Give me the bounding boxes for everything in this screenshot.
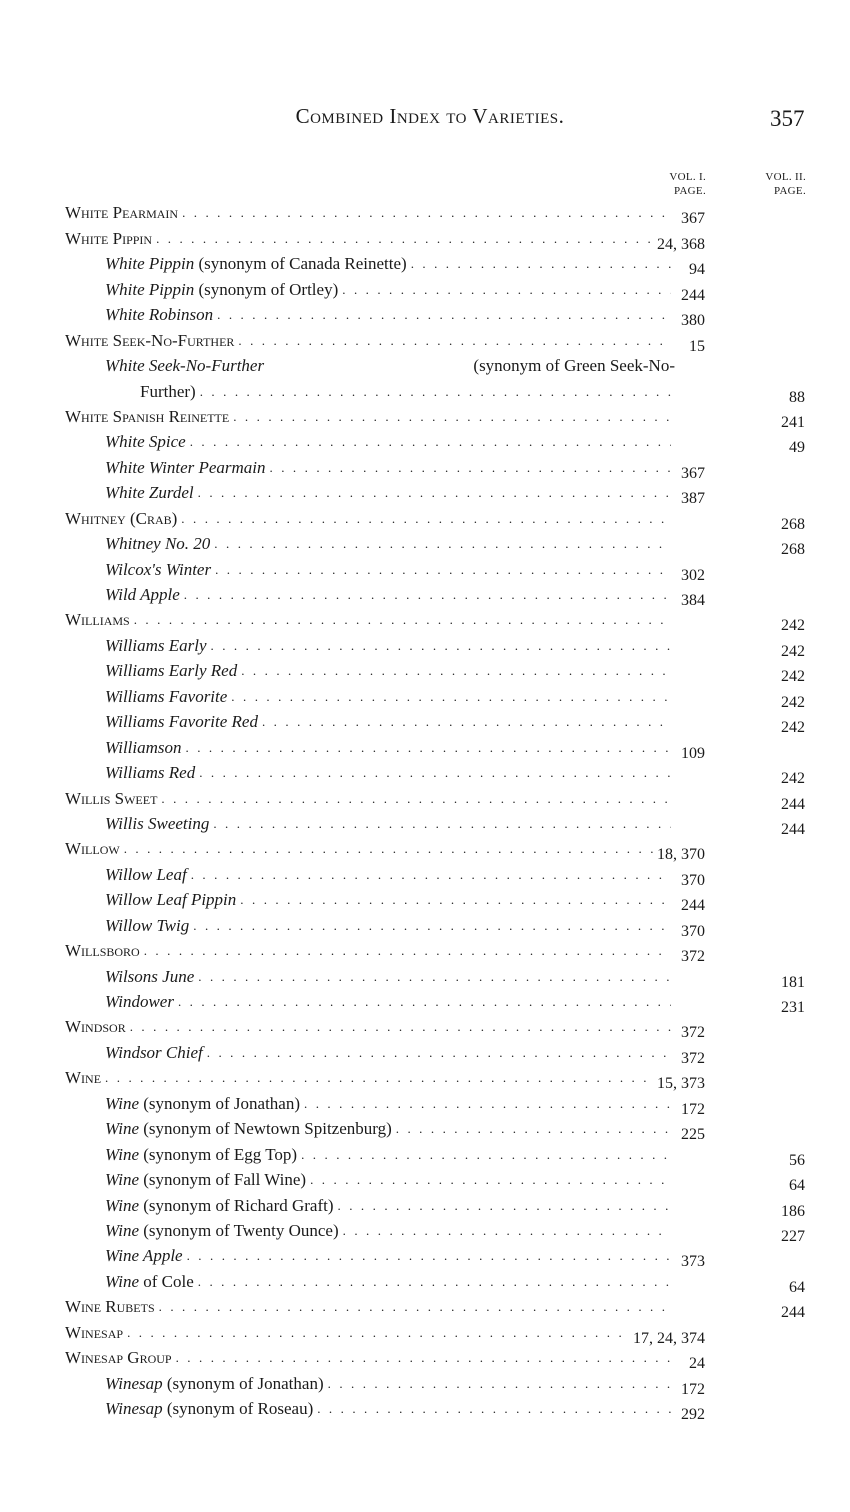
vol1-page: 302 <box>681 566 705 584</box>
entry-note: (synonym of Canada Reinette) <box>194 254 407 274</box>
index-entry <box>65 783 810 813</box>
dot-leader <box>411 254 671 274</box>
index-subentry <box>65 1165 810 1195</box>
dot-leader <box>342 280 671 300</box>
entry-note: (synonym of Jonathan) <box>162 1373 324 1393</box>
entry-label <box>140 382 196 402</box>
vol2-page: 242 <box>781 642 805 660</box>
vol2-page: 64 <box>789 1278 805 1296</box>
dot-leader <box>231 687 671 707</box>
entry-name: Wild Apple <box>105 585 180 604</box>
entry-note: (Crab) <box>125 508 178 528</box>
vol1-page: 24, 368 <box>657 235 705 253</box>
entry-label <box>65 1017 126 1037</box>
entry-name: Williams Favorite <box>105 686 228 706</box>
index-subentry <box>65 1216 810 1245</box>
entry-name: Wilcox's Winter <box>105 559 212 579</box>
entry-name: Williams Red <box>105 763 196 783</box>
entry-label <box>105 432 186 452</box>
vol2-page-label: PAGE. <box>774 185 806 197</box>
vol2-label: VOL. II. <box>765 171 806 183</box>
entry-label <box>65 203 178 223</box>
index-subentry <box>65 1037 810 1067</box>
dot-leader <box>124 839 653 859</box>
entry-label <box>105 534 210 554</box>
entry-note: of Cole <box>139 1271 194 1291</box>
vol1-page: 24 <box>689 1355 705 1373</box>
dot-leader <box>130 1017 671 1037</box>
dot-leader <box>105 1068 653 1088</box>
entry-label <box>105 712 258 732</box>
entry-name: Windsor <box>65 1017 126 1037</box>
entry-name: Wine <box>105 1093 139 1113</box>
entry-label <box>65 839 120 859</box>
entry-note: (synonym of Egg Top) <box>139 1144 298 1164</box>
entry-label <box>105 992 174 1012</box>
entry-name: Wine <box>105 1119 139 1139</box>
dot-leader <box>181 509 671 529</box>
entry-name: Willow <box>65 839 120 859</box>
index-subentry <box>65 630 810 660</box>
vol1-page: 225 <box>681 1126 705 1144</box>
entry-label <box>105 1374 324 1394</box>
entry-label <box>105 687 227 707</box>
index-subentry <box>65 351 810 376</box>
vol1-page: 372 <box>681 1024 705 1042</box>
index-subentry <box>65 529 810 559</box>
index-subentry <box>65 758 810 788</box>
index-entry <box>65 834 810 864</box>
entry-label <box>65 1323 123 1343</box>
vol2-page: 242 <box>781 668 805 686</box>
vol1-page: 15, 373 <box>657 1075 705 1093</box>
entry-name: Wine <box>105 1195 139 1215</box>
entry-name: White Zurdel <box>105 483 194 503</box>
entry-label <box>65 941 140 961</box>
entry-label <box>105 1043 203 1063</box>
entry-name: White Seek-No-Further <box>105 356 265 376</box>
entry-label <box>105 661 237 681</box>
index-subentry <box>65 910 810 940</box>
entry-name: Williamson <box>105 737 182 757</box>
entry-name: Willow Leaf Pippin <box>105 890 237 910</box>
entry-label <box>105 356 675 376</box>
entry-name: Further) <box>140 381 196 401</box>
index-entries <box>65 198 810 1423</box>
entry-name: Williams Early <box>105 635 207 655</box>
entry-label <box>105 1119 392 1139</box>
entry-name: Winesap <box>65 1322 124 1342</box>
index-entry <box>65 1343 810 1373</box>
vol1-page: 172 <box>681 1380 705 1398</box>
entry-name: Wine <box>105 1170 139 1190</box>
entry-label <box>105 305 213 325</box>
dot-leader <box>182 203 671 223</box>
entry-label <box>105 458 266 478</box>
dot-leader <box>217 305 671 325</box>
entry-name: White Pippin <box>65 228 153 248</box>
entry-label <box>105 1246 183 1266</box>
vol2-page: 268 <box>781 515 805 533</box>
vol1-page: 370 <box>681 922 705 940</box>
vol2-page: 242 <box>781 770 805 788</box>
vol1-page: 17, 24, 374 <box>633 1329 705 1347</box>
vol2-page: 64 <box>789 1177 805 1195</box>
entry-name: Windower <box>105 992 174 1011</box>
dot-leader <box>191 865 671 885</box>
vol2-page: 244 <box>781 1304 805 1322</box>
dot-leader <box>127 1323 629 1343</box>
vol2-page: 268 <box>781 541 805 559</box>
entry-note: (synonym of Green Seek-No- <box>473 356 675 376</box>
entry-label <box>105 1170 306 1190</box>
entry-name: White Seek-No-Further <box>65 330 235 350</box>
vol2-page: 244 <box>781 795 805 813</box>
entry-note: (synonym of Newtown Spitzenburg) <box>139 1119 392 1139</box>
index-subentry <box>65 681 810 711</box>
entry-name: Williams Early Red <box>105 661 238 681</box>
dot-leader <box>238 331 671 351</box>
entry-name: White Robinson <box>105 305 214 325</box>
dot-leader <box>199 763 671 783</box>
index-subentry <box>65 1266 810 1296</box>
index-subentry <box>65 961 810 991</box>
index-subentry <box>65 987 810 1016</box>
entry-note: (synonym of Jonathan) <box>139 1093 301 1113</box>
entry-label <box>105 585 180 605</box>
index-entry <box>65 402 810 431</box>
entry-name: White Pippin <box>105 279 195 299</box>
dot-leader <box>186 738 671 758</box>
index-subentry <box>65 732 810 762</box>
entry-name: Whitney No. 20 <box>105 534 211 554</box>
entry-label <box>105 1145 297 1165</box>
entry-label <box>105 890 236 910</box>
index-subentry <box>65 809 810 838</box>
dot-leader <box>304 1094 671 1114</box>
vol2-page: 242 <box>781 693 805 711</box>
entry-label <box>65 407 229 427</box>
dot-leader <box>134 610 671 630</box>
entry-note: (synonym of Ortley) <box>194 279 339 299</box>
dot-leader <box>198 967 671 987</box>
vol2-page: 231 <box>781 999 805 1016</box>
dot-leader <box>207 1043 671 1063</box>
dot-leader <box>396 1119 671 1139</box>
index-subentry <box>65 580 810 609</box>
dot-leader <box>159 1297 671 1317</box>
entry-name: Willis Sweet <box>65 788 158 808</box>
vol1-page: 387 <box>681 490 705 508</box>
entry-name: Willsboro <box>65 941 140 961</box>
dot-leader <box>184 585 671 605</box>
entry-note: (synonym of Richard Graft) <box>139 1195 334 1215</box>
index-entry <box>65 1012 810 1042</box>
vol1-page: 384 <box>681 592 705 609</box>
entry-label <box>105 967 194 987</box>
index-subentry <box>65 554 810 584</box>
entry-label <box>105 636 207 656</box>
entry-name: Willow Twig <box>105 915 190 935</box>
entry-name: White Spanish Reinette <box>65 406 230 426</box>
index-subentry <box>65 1088 810 1118</box>
entry-note: (synonym of Fall Wine) <box>139 1170 307 1190</box>
entry-label <box>65 1297 155 1317</box>
dot-leader <box>211 636 671 656</box>
entry-label <box>105 1094 300 1114</box>
index-entry <box>65 1292 810 1322</box>
index-subentry <box>65 1114 810 1144</box>
vol1-label: VOL. I. <box>669 171 706 183</box>
vol1-page: 367 <box>681 464 705 482</box>
index-subentry <box>65 707 810 737</box>
vol1-page: 292 <box>681 1406 705 1423</box>
index-entry <box>65 223 810 253</box>
vol1-page: 109 <box>681 744 705 762</box>
dot-leader <box>301 1145 671 1165</box>
vol1-page: 372 <box>681 948 705 966</box>
dot-leader <box>317 1399 671 1419</box>
entry-label <box>105 865 187 885</box>
dot-leader <box>270 458 671 478</box>
entry-label <box>65 1068 101 1088</box>
index-entry <box>65 605 810 635</box>
index-subentry <box>65 1368 810 1398</box>
dot-leader <box>144 941 671 961</box>
dot-leader <box>200 382 671 402</box>
index-subentry <box>65 452 810 482</box>
entry-name: Wine Apple <box>105 1246 183 1266</box>
dot-leader <box>214 534 671 554</box>
dot-leader <box>193 916 671 936</box>
entry-name: Winesap <box>105 1373 163 1393</box>
vol1-page-label: PAGE. <box>674 185 706 197</box>
entry-name: Wine <box>65 1068 102 1088</box>
entry-label <box>105 560 211 580</box>
entry-name: White Pearmain <box>65 203 179 223</box>
entry-label <box>105 280 338 300</box>
vol1-page: 380 <box>681 312 705 330</box>
index-subentry <box>65 427 810 457</box>
entry-note: (synonym of Roseau) <box>162 1399 314 1418</box>
dot-leader <box>233 407 671 427</box>
entry-label <box>105 916 189 936</box>
entry-name: Wine <box>105 1144 139 1164</box>
index-subentry <box>65 1139 810 1169</box>
entry-label <box>105 1196 334 1216</box>
dot-leader <box>241 661 671 681</box>
entry-name: Willow Leaf <box>105 864 187 884</box>
vol1-page: 18, 370 <box>657 846 705 864</box>
entry-label <box>105 814 209 834</box>
entry-label <box>105 1399 313 1419</box>
entry-name: Willis Sweeting <box>105 813 210 833</box>
index-subentry <box>65 859 810 889</box>
entry-label <box>65 789 157 809</box>
entry-name: Wine <box>105 1220 139 1240</box>
vol1-page: 370 <box>681 871 705 889</box>
vol1-page: 244 <box>681 286 705 304</box>
dot-leader <box>190 432 671 452</box>
vol1-page: 373 <box>681 1253 705 1271</box>
vol1-page: 367 <box>681 210 705 228</box>
dot-leader <box>198 1272 671 1292</box>
dot-leader <box>213 814 671 834</box>
index-subentry <box>65 274 810 304</box>
vol2-page: 242 <box>781 617 805 635</box>
entry-name: White Spice <box>105 432 186 452</box>
entry-label <box>65 331 234 351</box>
index-subentry <box>65 376 810 406</box>
entry-name: White Winter Pearmain <box>105 457 266 477</box>
column-header-vol2 <box>740 170 806 198</box>
column-header-vol1 <box>640 170 706 198</box>
entry-label <box>65 610 130 630</box>
dot-leader <box>156 229 653 249</box>
dot-leader <box>176 1348 671 1368</box>
vol2-page: 181 <box>781 973 805 991</box>
dot-leader <box>310 1170 671 1190</box>
index-entry <box>65 1063 810 1093</box>
dot-leader <box>240 890 671 910</box>
dot-leader <box>328 1374 671 1394</box>
vol2-page: 242 <box>781 719 805 737</box>
page-number: 357 <box>770 106 805 131</box>
entry-note: (synonym of Twenty Ounce) <box>139 1220 339 1240</box>
entry-name: Williams Favorite Red <box>105 712 258 732</box>
vol2-page: 227 <box>781 1227 805 1245</box>
entry-label <box>65 229 152 249</box>
entry-label <box>65 509 177 529</box>
index-subentry <box>65 249 810 279</box>
running-header-title: Combined Index to Varieties. <box>295 104 565 128</box>
entry-name: Williams <box>65 610 130 630</box>
entry-name: Wine <box>105 1271 139 1291</box>
entry-name: Winesap Group <box>65 1348 172 1368</box>
vol1-page: 172 <box>681 1100 705 1118</box>
dot-leader <box>338 1196 671 1216</box>
vol1-page: 372 <box>681 1049 705 1067</box>
entry-name: Wine Rubets <box>65 1297 155 1317</box>
index-subentry <box>65 1394 810 1423</box>
dot-leader <box>178 992 671 1012</box>
index-subentry <box>65 300 810 330</box>
index-entry <box>65 325 810 355</box>
entry-name: Winesap <box>105 1399 163 1418</box>
index-entry <box>65 503 810 533</box>
entry-name: Wilsons June <box>105 966 195 986</box>
index-subentry <box>65 1241 810 1271</box>
vol2-page: 88 <box>789 388 805 406</box>
index-subentry <box>65 885 810 915</box>
entry-label <box>105 483 194 503</box>
index-subentry <box>65 656 810 686</box>
entry-label <box>105 763 195 783</box>
vol1-page: 244 <box>681 897 705 915</box>
vol2-page: 186 <box>781 1202 805 1220</box>
entry-name: Whitney <box>65 508 126 528</box>
entry-label <box>105 1221 339 1241</box>
entry-name: White Pippin <box>105 254 195 274</box>
dot-leader <box>215 560 671 580</box>
dot-leader <box>262 712 671 732</box>
vol2-page: 244 <box>781 820 805 838</box>
index-entry <box>65 936 810 966</box>
vol2-page: 56 <box>789 1151 805 1169</box>
index-entry <box>65 198 810 228</box>
entry-name: Windsor Chief <box>105 1042 203 1062</box>
dot-leader <box>198 483 671 503</box>
vol1-page: 15 <box>689 337 705 355</box>
dot-leader <box>187 1246 671 1266</box>
entry-label <box>105 1272 194 1292</box>
vol1-page: 94 <box>689 261 705 279</box>
entry-label <box>65 1348 172 1368</box>
entry-label <box>105 254 407 274</box>
dot-leader <box>161 789 671 809</box>
vol2-page: 49 <box>789 439 805 457</box>
entry-label <box>105 738 182 758</box>
dot-leader <box>343 1221 671 1241</box>
vol2-page: 241 <box>781 413 805 431</box>
index-subentry <box>65 1190 810 1220</box>
index-subentry <box>65 478 810 508</box>
index-entry <box>65 1317 810 1347</box>
